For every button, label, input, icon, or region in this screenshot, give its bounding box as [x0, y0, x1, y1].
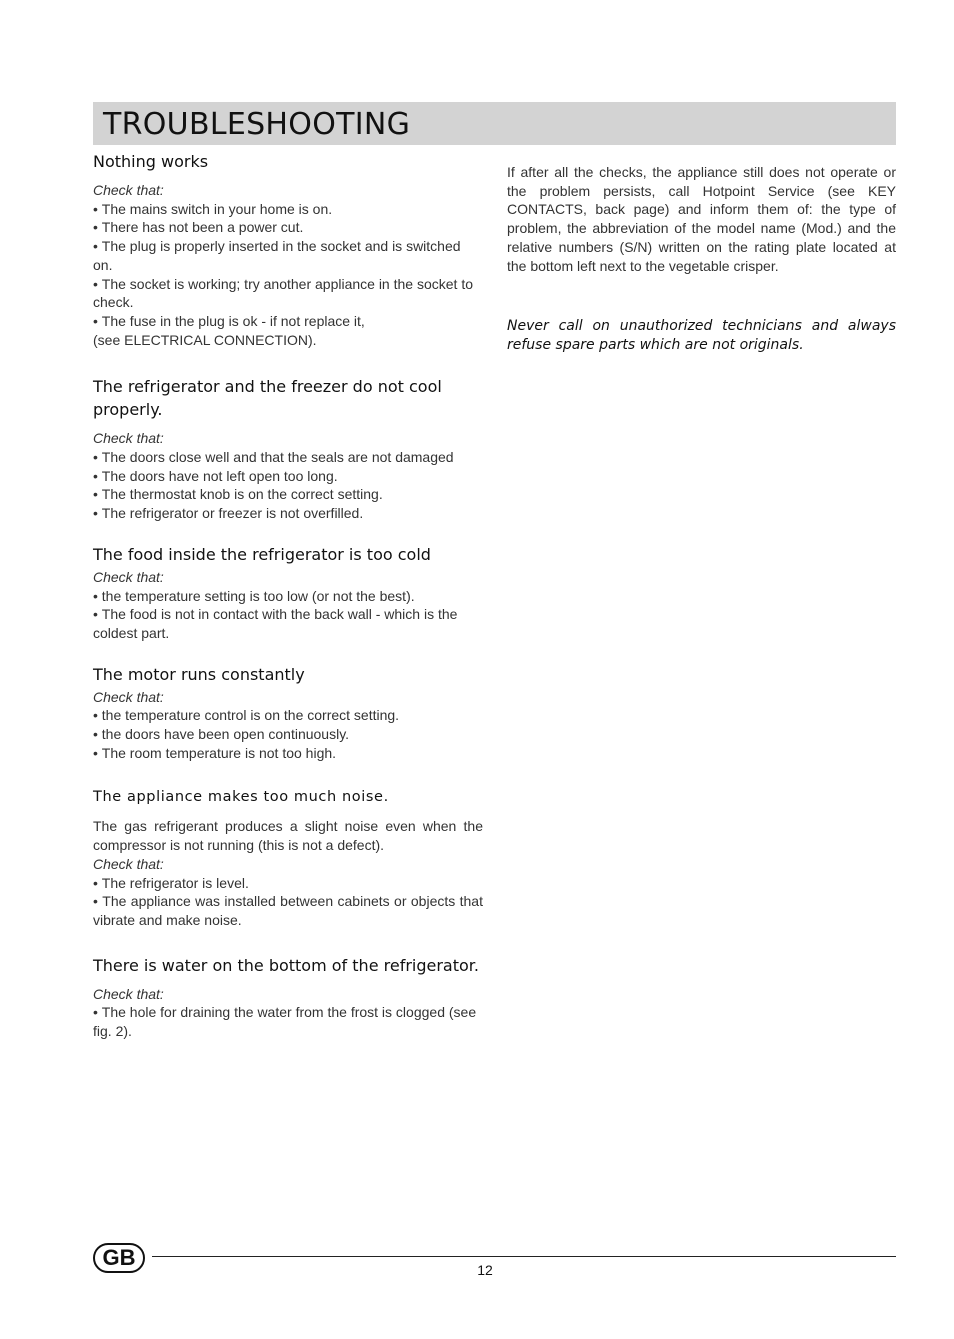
section-title: Nothing works — [93, 152, 209, 171]
language-badge: GB — [93, 1243, 145, 1273]
list-item: • The doors close well and that the seals are not damaged — [93, 448, 483, 467]
title-bar — [93, 102, 896, 145]
check-label: Check that: — [93, 568, 164, 585]
section-intro: The gas refrigerant produces a slight noise even when the compressor is not running (this is not a defect). — [93, 818, 483, 854]
check-label: Check that: — [93, 855, 164, 872]
list-item-note: (see ELECTRICAL CONNECTION). — [93, 331, 317, 348]
section-nothing-works — [93, 150, 483, 349]
section-title: The appliance makes too much noise. — [93, 789, 389, 806]
right-column — [507, 163, 896, 369]
check-label: Check that: — [93, 430, 164, 447]
section-water-bottom — [93, 954, 483, 1041]
list-item: • The room temperature is not too high. — [93, 744, 483, 763]
list-item: • The mains switch in your home is on. — [93, 200, 483, 219]
footer-divider — [152, 1256, 896, 1257]
list-item: • The food is not in contact with the back wall - which is the coldest part. — [93, 605, 483, 642]
check-label: Check that: — [93, 688, 164, 705]
left-column — [93, 150, 483, 1061]
list-item: • The plug is properly inserted in the socket and is switched on. — [93, 237, 483, 274]
warning-note: Never call on unauthorized technicians and always refuse spare parts which are not originals. — [507, 318, 896, 354]
section-not-cool — [93, 375, 483, 523]
list-item: • The refrigerator is level. — [93, 874, 483, 893]
check-label: Check that: — [93, 985, 164, 1002]
section-too-cold — [93, 543, 483, 643]
list-item: • the doors have been open continuously. — [93, 725, 483, 744]
list-item: • the temperature setting is too low (or not the best). — [93, 587, 483, 606]
list-item: • The socket is working; try another appliance in the socket to check. — [93, 275, 483, 312]
section-title: There is water on the bottom of the refrigerator. — [93, 955, 479, 975]
page-number: 12 — [477, 1262, 493, 1278]
list-item: • The refrigerator or freezer is not overfilled. — [93, 504, 483, 523]
list-item: • The thermostat knob is on the correct setting. — [93, 485, 483, 504]
section-title: The motor runs constantly — [93, 664, 305, 684]
section-motor-runs — [93, 663, 483, 763]
page-title: TROUBLESHOOTING — [103, 107, 411, 142]
check-label: Check that: — [93, 182, 164, 198]
list-item: • The doors have not left open too long. — [93, 467, 483, 486]
list-item: • The fuse in the plug is ok - if not replace it, — [93, 312, 483, 331]
section-title: The food inside the refrigerator is too cold — [93, 544, 431, 564]
list-item: • the temperature control is on the correct setting. — [93, 706, 483, 725]
list-item: • The appliance was installed between cabinets or objects that vibrate and make noise. — [93, 892, 483, 929]
section-title: The refrigerator and the freezer do not cool properly. — [93, 377, 442, 420]
service-paragraph: If after all the checks, the appliance still does not operate or the problem persists, call Hotpoint Service (see KEY CONTACTS, back page) and inform them of: the type of problem, the abbreviation of the model name (Mod.) and the relative numbers (S/N) written on the rating plate located at the bottom left next to the vegetable crisper. — [507, 164, 896, 274]
list-item: • The hole for draining the water from the frost is clogged (see fig. 2). — [93, 1003, 483, 1040]
section-noise — [93, 786, 483, 929]
list-item: • There has not been a power cut. — [93, 218, 483, 237]
